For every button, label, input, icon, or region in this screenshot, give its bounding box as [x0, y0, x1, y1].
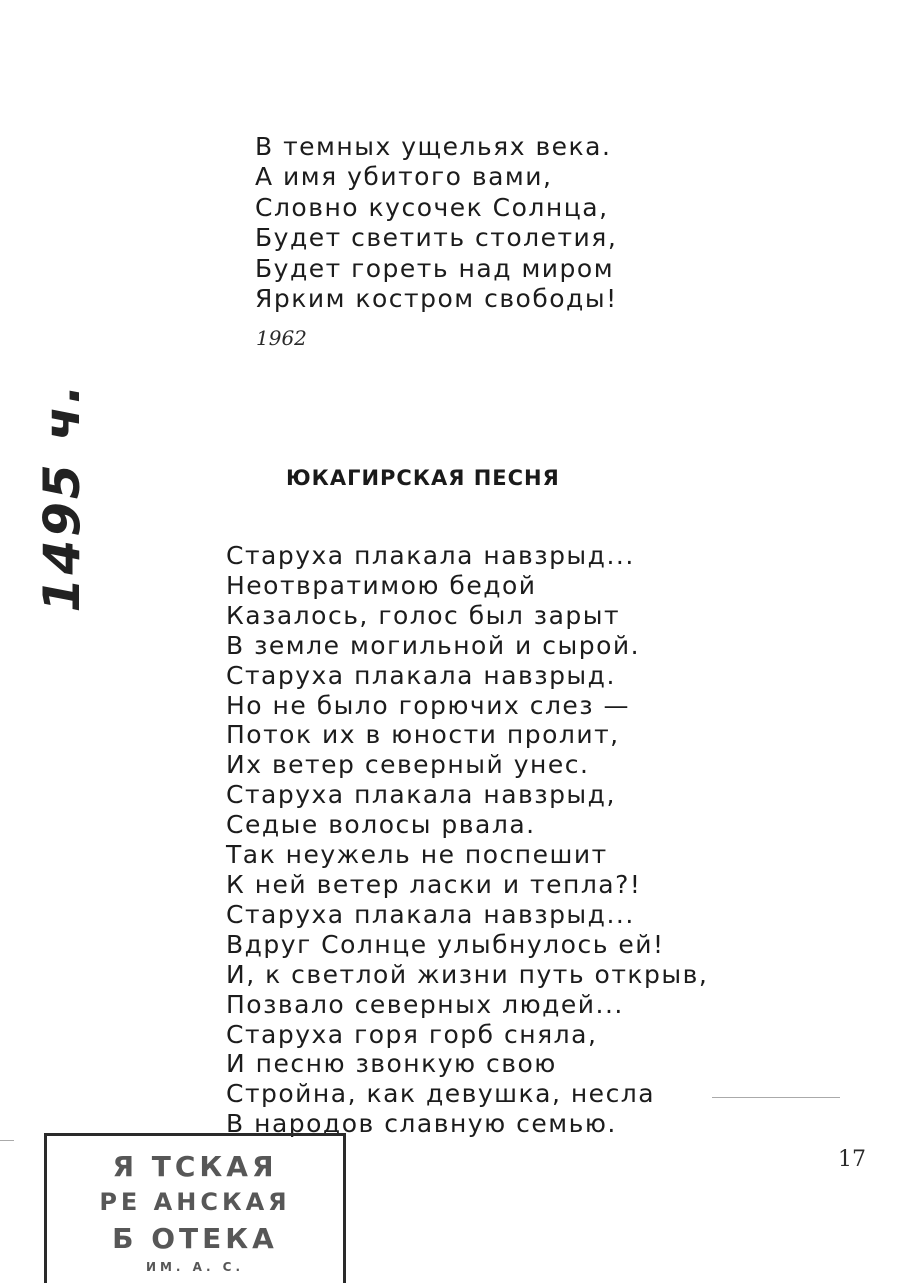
stamp-text-line: Б ОТЕКА: [112, 1222, 278, 1255]
poem-line: В земле могильной и сырой.: [226, 630, 641, 660]
poem-line: Казалось, голос был зарыт: [226, 600, 621, 630]
poem-line: Стройна, как девушка, несла: [226, 1079, 656, 1109]
poem-line: Ярким костром свободы!: [255, 284, 618, 314]
page-number: 17: [838, 1147, 866, 1172]
poem-line: Будет гореть над миром: [255, 253, 615, 283]
poem-line: Так неужель не поспешит: [226, 840, 608, 870]
poem-line: Старуха плакала навзрыд...: [226, 899, 635, 929]
poem-date: 1962: [256, 326, 307, 350]
poem-line: В народов славную семью.: [226, 1109, 617, 1139]
poem-line: Их ветер северный унес.: [226, 750, 590, 780]
poem-line: Поток их в юности пролит,: [226, 720, 620, 750]
poem-line: Позвало северных людей...: [226, 989, 624, 1019]
poem-line: Старуха плакала навзрыд,: [226, 780, 616, 810]
poem-line: Неотвратимою бедой: [226, 570, 537, 600]
poem-line: Вдруг Солнце улыбнулось ей!: [226, 929, 665, 959]
stamp-text-line: РЕ АНСКАЯ: [99, 1188, 291, 1216]
poem-title: ЮКАГИРСКАЯ ПЕСНЯ: [286, 466, 560, 490]
poem-line: Старуха плакала навзрыд...: [226, 541, 635, 570]
previous-poem-ending: [255, 132, 675, 314]
poem-line: К ней ветер ласки и тепла?!: [226, 869, 642, 899]
poem-body: [226, 541, 746, 1139]
poem-line: Старуха плакала навзрыд.: [226, 660, 616, 690]
poem-line: И, к светлой жизни путь открыв,: [226, 959, 709, 989]
poem-line: Словно кусочек Солнца,: [255, 192, 609, 222]
poem-line: И песню звонкую свою: [226, 1049, 557, 1079]
print-smudge: [712, 1097, 840, 1098]
poem-line: Но не было горючих слез —: [226, 690, 631, 720]
library-stamp: [44, 1133, 346, 1283]
poem-line: Седые волосы рвала.: [226, 810, 536, 840]
inventory-number-text: 1495 ч.: [33, 381, 91, 613]
poem-line: Старуха горя горб сняла,: [226, 1019, 598, 1049]
poem-line: В темных ущельях века.: [255, 132, 612, 161]
poem-line: А имя убитого вами,: [255, 162, 553, 192]
poem-line: Будет светить столетия,: [255, 223, 618, 253]
stamp-text-line: ИМ. А. С.: [145, 1260, 245, 1274]
print-smudge: [0, 1140, 14, 1141]
stamp-text-line: Я ТСКАЯ: [112, 1150, 278, 1183]
handwritten-inventory-number: [22, 381, 102, 613]
